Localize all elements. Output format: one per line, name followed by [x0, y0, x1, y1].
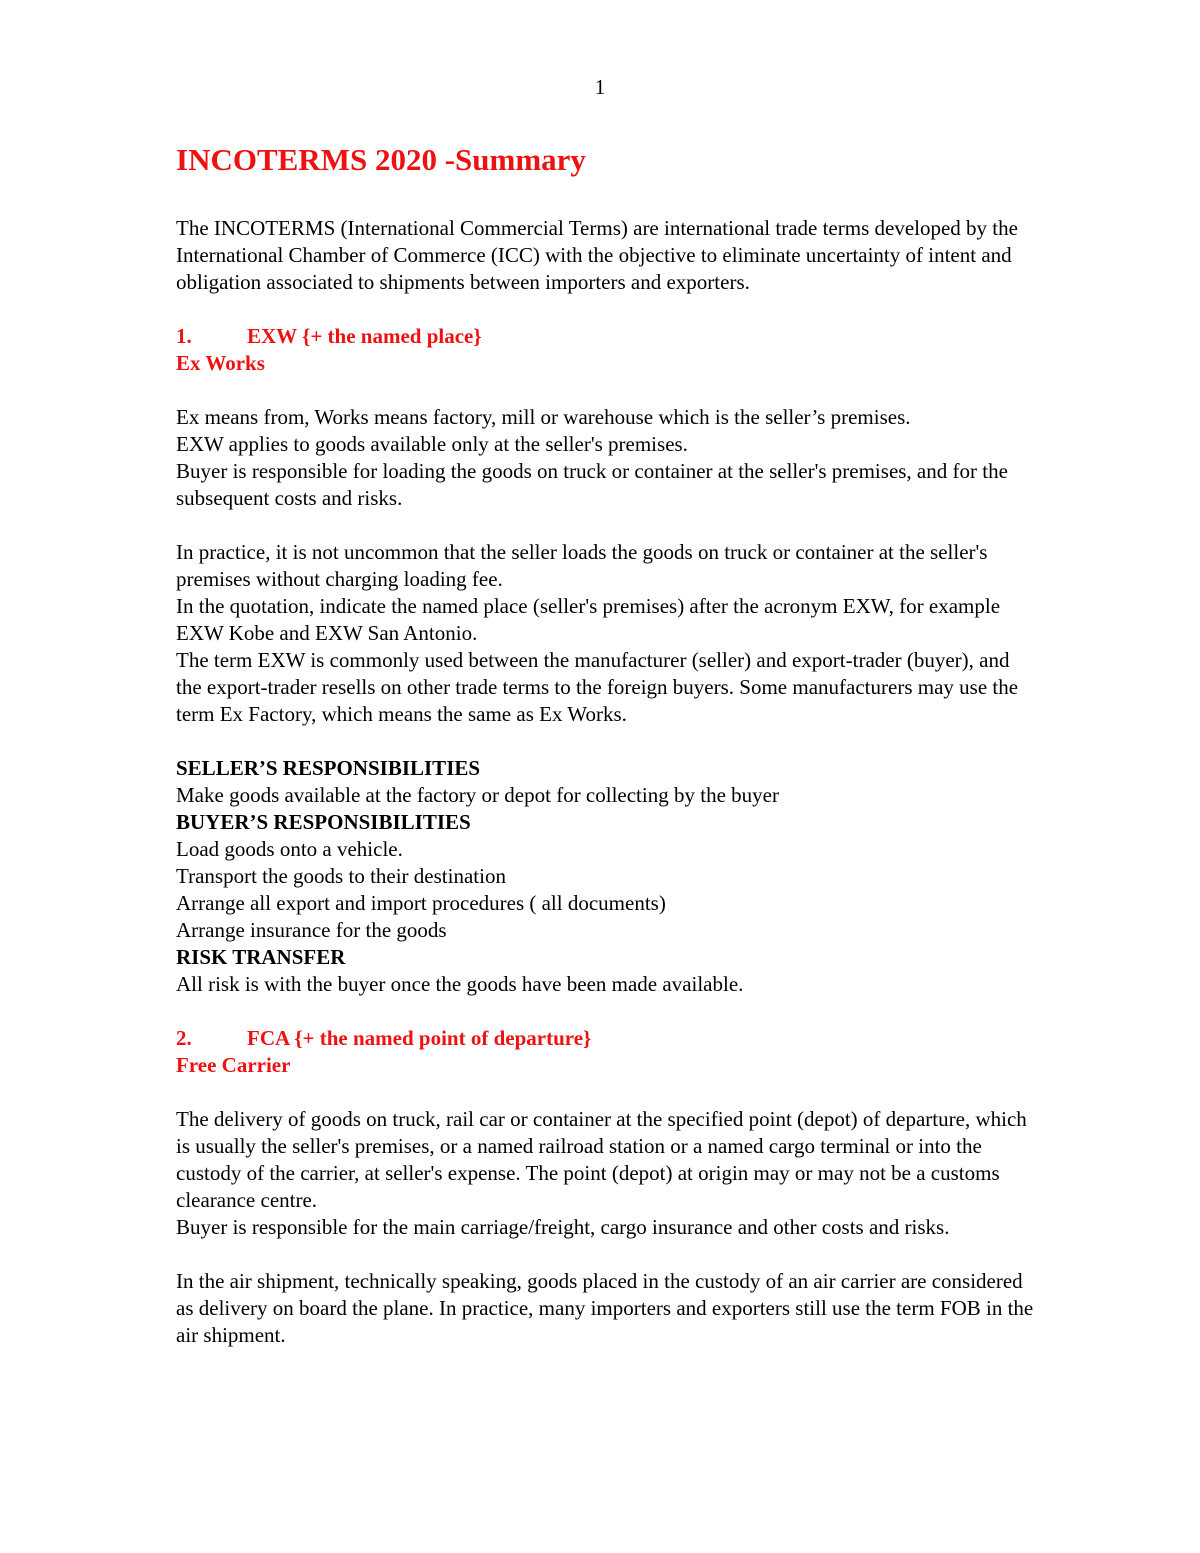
section-exw-name: Ex Works — [176, 351, 265, 375]
paragraph: In practice, it is not uncommon that the seller loads the goods on truck or container at the seller's premises without charging loading fee. — [176, 540, 988, 591]
section-number: 1. — [176, 324, 192, 348]
intro-paragraph: The INCOTERMS (International Commercial Terms) are international trade terms developed by the International Chamber of Commerce (ICC) with the objective to eliminate uncertainty of intent and obligation associated to shipments between importers and exporters. — [176, 216, 1018, 294]
paragraph: The term EXW is commonly used between the manufacturer (seller) and export-trader (buyer), and the export-trader resells on other trade terms to the foreign buyers. Some manufacturers may use the term Ex Factory, which means the same as Ex Works. — [176, 648, 1019, 726]
document-body — [176, 140, 1036, 1349]
document-title: INCOTERMS 2020 -Summary — [176, 142, 586, 177]
list-item: Transport the goods to their destination — [176, 864, 506, 888]
paragraph: EXW applies to goods available only at the seller's premises. — [176, 432, 688, 456]
section-code: EXW {+ the named place} — [247, 324, 482, 348]
list-item: All risk is with the buyer once the goods have been made available. — [176, 972, 744, 996]
list-item: Arrange insurance for the goods — [176, 918, 447, 942]
section-fca-code-line — [176, 1025, 1036, 1052]
buyer-responsibilities-heading: BUYER’S RESPONSIBILITIES — [176, 810, 471, 834]
paragraph: Buyer is responsible for loading the goods on truck or container at the seller's premises, and for the subsequent costs and risks. — [176, 459, 1008, 510]
page-number: 1 — [594, 75, 606, 99]
list-item: Load goods onto a vehicle. — [176, 837, 403, 861]
paragraph: The delivery of goods on truck, rail car or container at the specified point (depot) of departure, which is usually the seller's premises, or a named railroad station or a named cargo terminal or into the custody of the carrier, at seller's expense. The point (depot) at origin may or may not be a customs clearance centre. — [176, 1107, 1027, 1212]
section-code: FCA {+ the named point of departure} — [247, 1026, 592, 1050]
paragraph: In the air shipment, technically speaking, goods placed in the custody of an air carrier are considered as delivery on board the plane. In practice, many importers and exporters still use the term FOB in the air shipment. — [176, 1269, 1034, 1347]
paragraph: Buyer is responsible for the main carriage/freight, cargo insurance and other costs and risks. — [176, 1215, 950, 1239]
paragraph: Ex means from, Works means factory, mill or warehouse which is the seller’s premises. — [176, 405, 911, 429]
risk-transfer-heading: RISK TRANSFER — [176, 945, 346, 969]
list-item: Arrange all export and import procedures ( all documents) — [176, 891, 666, 915]
section-fca-name: Free Carrier — [176, 1053, 291, 1077]
section-number: 2. — [176, 1026, 192, 1050]
section-exw-code-line — [176, 323, 1036, 350]
paragraph: In the quotation, indicate the named place (seller's premises) after the acronym EXW, for example EXW Kobe and EXW San Antonio. — [176, 594, 1001, 645]
list-item: Make goods available at the factory or depot for collecting by the buyer — [176, 783, 779, 807]
seller-responsibilities-heading: SELLER’S RESPONSIBILITIES — [176, 756, 481, 780]
